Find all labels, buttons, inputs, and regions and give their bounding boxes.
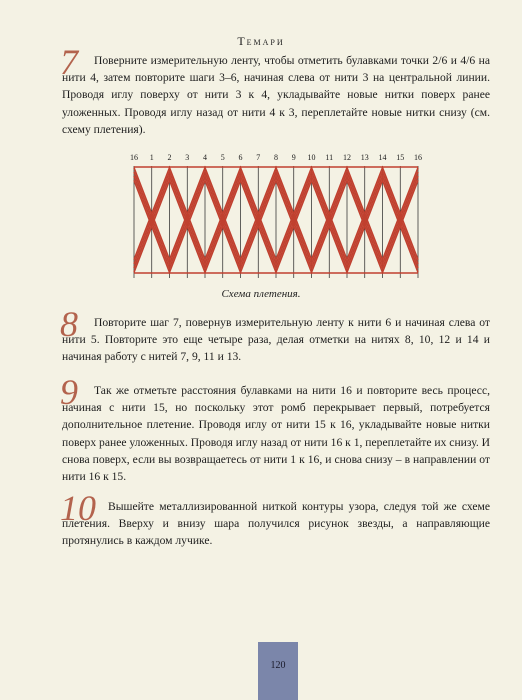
- step-text: Поверните измерительную ленту, чтобы отметить булавками точки 2/6 и 4/6 на нити 4, затем повторите шаги 3–6, начиная слева от нити 3 на центральной линии. Проводя иглу поверху от нити 3 к 4, укладывайте новые нитки поверх ранее уложенных. Проводя иглу назад от нити 4 к 3, переплетайте новые нитки снизу (см. схему плетения).: [62, 54, 490, 136]
- step-text: Вышейте металлизированной ниткой контуры узора, следуя той же схеме плетения. Вверху и внизу шара получился рисунок звезды, а направляющие протянулись в каждом лучике.: [62, 500, 490, 548]
- step-number: 10: [60, 488, 96, 528]
- thread-label: 3: [185, 153, 190, 162]
- thread-label: 1: [149, 153, 154, 162]
- step-9: [60, 372, 490, 485]
- thread-label: 4: [203, 153, 207, 162]
- thread-label: 13: [360, 153, 369, 162]
- thread-label: 15: [396, 153, 405, 162]
- weaving-diagram: [126, 150, 426, 282]
- thread-label: 2: [167, 153, 172, 162]
- step-text: Повторите шаг 7, повернув измерительную ленту к нити 6 и начиная слева от нити 5. Повторите это еще четыре раза, делая отметки на нитях 8, 10, 12 и 14 и начиная работу с нитей 7, 9, 11 и 13.: [62, 316, 490, 364]
- thread-label: 11: [325, 153, 334, 162]
- step-7: [60, 42, 490, 138]
- step-number: 9: [60, 372, 78, 412]
- thread-label: 16: [414, 153, 422, 162]
- step-number: 8: [60, 304, 78, 344]
- thread-label: 7: [256, 153, 261, 162]
- thread-label: 12: [343, 153, 351, 162]
- thread-label: 9: [291, 153, 296, 162]
- thread-label: 10: [307, 153, 316, 162]
- step-number: 7: [60, 42, 78, 82]
- thread-label: 8: [274, 153, 278, 162]
- thread-label: 16: [130, 153, 138, 162]
- page-number-tab: [258, 642, 298, 700]
- step-text: Так же отметьте расстояния булавками на нити 16 и повторите весь процесс, начиная с нити 15, но поскольку этот ромб перекрывает первый, потребуется дополнительное плетение. Проводя иглу от нити 15 к 16, укладывайте новые нитки поверх ранее уложенных. Проводя иглу назад от нити 16 к 1, переплетайте их снизу. И снова поверх, если вы возвращаетесь от нити 1 к 16, и снова снизу – в направлении от нити 16 к 15.: [62, 384, 490, 484]
- step-10: [60, 488, 490, 550]
- step-8: [60, 304, 490, 366]
- page-number: 120: [270, 660, 286, 671]
- diagram-caption: Схема плетения.: [221, 288, 301, 300]
- thread-label: 6: [238, 153, 243, 162]
- thread-label: 5: [220, 153, 225, 162]
- page-header: Темари: [237, 34, 285, 48]
- thread-label: 14: [378, 153, 387, 162]
